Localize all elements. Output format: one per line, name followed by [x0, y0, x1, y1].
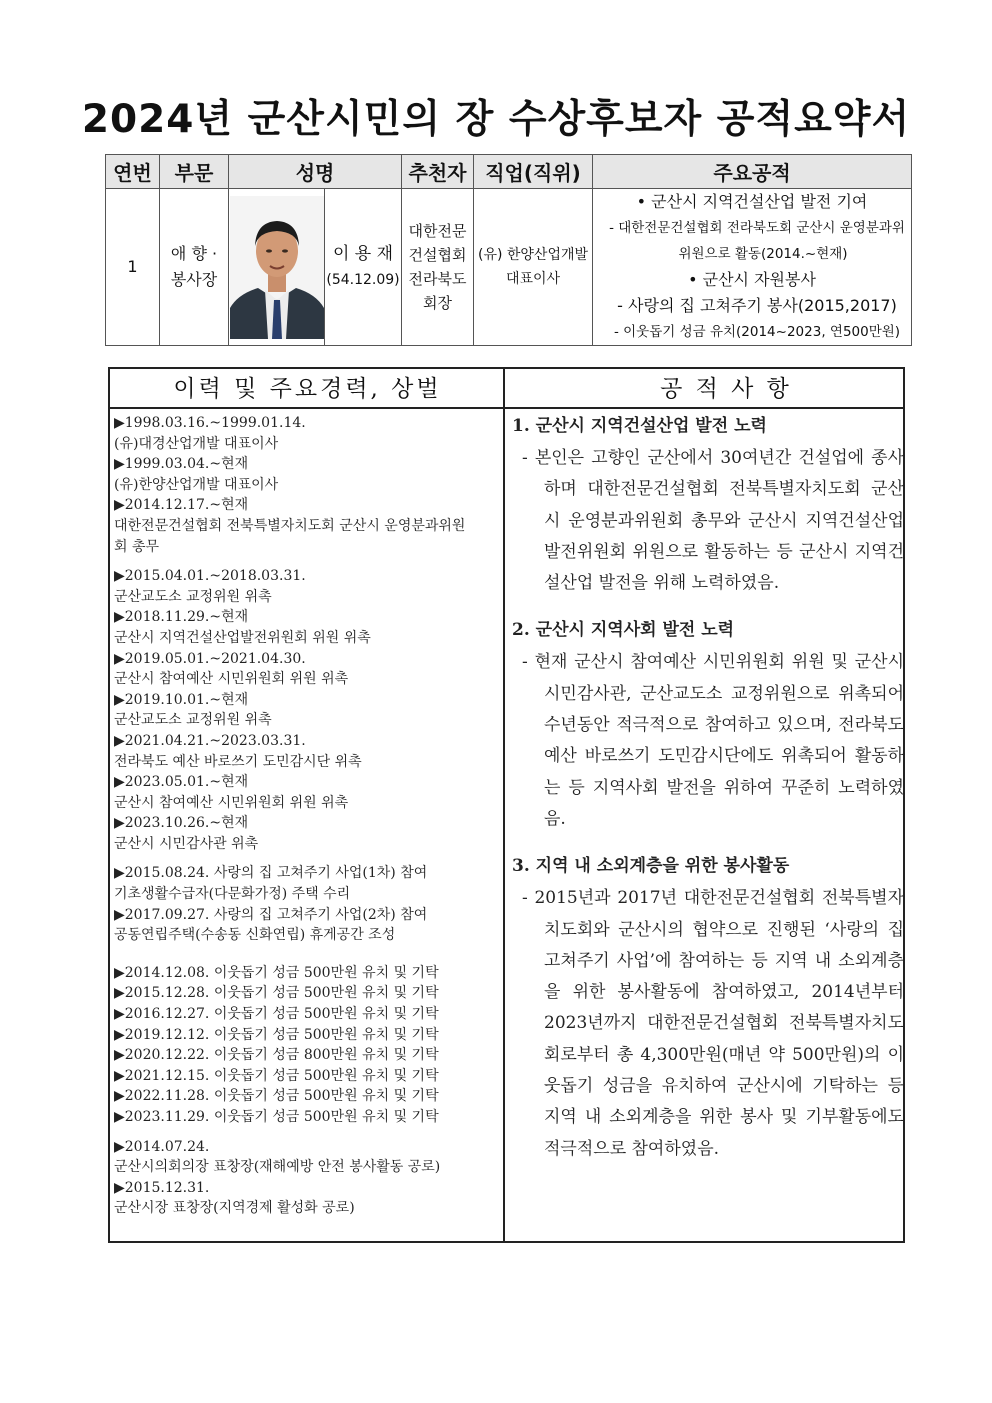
- cell-name: [325, 189, 402, 346]
- cell-job: [474, 189, 593, 346]
- history-entry: ▶1999.03.04.~현재: [114, 456, 249, 473]
- achievement-detail: - 이웃돕기 성금 유치(2014~2023, 연500만원): [613, 324, 901, 340]
- volunteer-group: [114, 863, 500, 945]
- cell-category: [160, 189, 229, 346]
- history-entry: 군산시 시민감사관 위촉: [114, 835, 259, 852]
- cell-no: 1: [106, 189, 160, 346]
- history-entry: ▶2014.12.08. 이웃돕기 성금 500만원 유치 및 기탁: [114, 964, 439, 981]
- history-entry: 군산시 참여예산 시민위원회 위원 위촉: [114, 794, 349, 811]
- merits-list: [512, 413, 904, 1183]
- header-no: 연번: [106, 155, 160, 189]
- history-entry: ▶2021.12.15. 이웃돕기 성금 500만원 유치 및 기탁: [114, 1067, 439, 1084]
- recommender-line: 대한전문: [408, 222, 467, 240]
- history-entry: 기초생활수급자(다문화가정) 주택 수리: [114, 886, 351, 903]
- history-entry: ▶2015.12.28. 이웃돕기 성금 500만원 유치 및 기탁: [114, 985, 439, 1002]
- history-entry: ▶1998.03.16.~1999.01.14.: [114, 415, 306, 431]
- achievement-detail: 위원으로 활동(2014.~현재): [678, 246, 848, 262]
- achievement-detail: - 사랑의 집 고쳐주기 봉사(2015,2017): [617, 296, 897, 315]
- recommender-line: 전라북도: [408, 270, 467, 288]
- history-entry: 대한전문건설협회 전북특별자치도회 군산시 운영분과위원: [114, 517, 466, 534]
- cell-photo: [229, 189, 325, 346]
- history-entry: ▶2019.10.01.~현재: [114, 691, 249, 708]
- history-entry: ▶2017.09.27. 사랑의 집 고쳐주기 사업(2차) 참여: [114, 906, 428, 923]
- history-entry: ▶2023.10.26.~현재: [114, 815, 249, 832]
- merit-heading: 1. 군산시 지역건설산업 발전 노력: [512, 416, 767, 436]
- detail-box: [108, 367, 905, 1243]
- achievement-bullet: • 군산시 지역건설산업 발전 기여: [636, 192, 868, 211]
- history-entry: 군산시장 표창장(지역경제 활성화 공로): [114, 1200, 355, 1217]
- page-title: 2024년 군산시민의 장 수상후보자 공적요약서: [81, 97, 911, 142]
- header-achievements: 주요공적: [593, 155, 912, 189]
- job-line: (유) 한양산업개발: [477, 247, 589, 263]
- nominee-name: 이 용 재: [332, 244, 394, 264]
- history-entry: ▶2022.11.28. 이웃돕기 성금 500만원 유치 및 기탁: [114, 1088, 439, 1105]
- category-line: 애 향 ·: [170, 244, 218, 263]
- history-entry: 전라북도 예산 바로쓰기 도민감시단 위촉: [114, 753, 362, 770]
- column-divider: [503, 369, 505, 1241]
- merit-section: [512, 853, 904, 1165]
- history-entry: ▶2014.12.17.~현재: [114, 497, 249, 514]
- merit-body: - 2015년과 2017년 대한전문건설협회 전북특별자치도회와 군산시의 협약으로 진행된 ‘사랑의 집 고쳐주기 사업’에 참여하는 등 지역 내 소외계층을 위한 봉사활동에 참여하였고, 2014년부터 2023년까지 대한전문건설협회 전북특별자치도회로부터 총 4,300만원(매년 약 500만원)의 이웃돕기 성금을 유치하여 군산시에 기탁하는 등 지역 내 소외계층을 위한 봉사 및 기부활동에도 적극적으로 참여하였음.: [522, 888, 904, 1159]
- header-recommender: 추천자: [402, 155, 474, 189]
- header-name: 성명: [229, 155, 402, 189]
- achievement-bullet: • 군산시 자원봉사: [688, 270, 816, 289]
- cell-recommender: [402, 189, 474, 346]
- nominee-birthdate: (54.12.09): [326, 272, 400, 288]
- history-entry: ▶2015.12.31.: [114, 1179, 210, 1196]
- merit-body: - 본인은 고향인 군산에서 30여년간 건설업에 종사하며 대한전문건설협회 전북특별자치도회 군산시 운영분과위원회 총무와 군산시 지역건설산업발전위원회 위원으로 활동하는 등 군산시 지역건설산업 발전을 위해 노력하였음.: [522, 448, 904, 594]
- history-entry: ▶2023.11.29. 이웃돕기 성금 500만원 유치 및 기탁: [114, 1109, 439, 1125]
- history-entry: ▶2014.07.24.: [114, 1138, 210, 1155]
- history-entry: (유)대경산업개발 대표이사: [114, 435, 279, 452]
- history-entry: 군산교도소 교정위원 위촉: [114, 712, 272, 729]
- history-entry: 회 총무: [114, 538, 160, 555]
- history-entry: ▶2016.12.27. 이웃돕기 성금 500만원 유치 및 기탁: [114, 1006, 439, 1023]
- history-entry: 군산시의회의장 표창장(재해예방 안전 봉사활동 공로): [114, 1159, 441, 1176]
- history-entry: ▶2015.04.01.~2018.03.31.: [114, 568, 306, 585]
- history-entry: ▶2019.12.12. 이웃돕기 성금 500만원 유치 및 기탁: [114, 1026, 439, 1043]
- history-entry: (유)한양산업개발 대표이사: [114, 476, 279, 493]
- career-section-header: 이력 및 주요경력, 상벌: [110, 369, 505, 409]
- merit-section: [512, 617, 904, 835]
- history-entry: ▶2020.12.22. 이웃돕기 성금 800만원 유치 및 기탁: [114, 1047, 439, 1064]
- merit-section: [512, 413, 904, 599]
- history-entry: 군산시 지역건설산업발전위원회 위원 위촉: [114, 629, 371, 646]
- history-entry: ▶2015.08.24. 사랑의 집 고쳐주기 사업(1차) 참여: [114, 865, 428, 882]
- job-line: 대표이사: [505, 271, 561, 287]
- history-entry: ▶2023.05.01.~현재: [114, 774, 249, 791]
- achievement-detail: - 대한전문건설협회 전라북도회 군산시 운영분과위: [609, 220, 905, 236]
- nominee-portrait-photo: [230, 196, 324, 339]
- merit-heading: 2. 군산시 지역사회 발전 노력: [512, 620, 735, 641]
- header-job: 직업(직위): [474, 155, 593, 189]
- career-group: [114, 413, 500, 557]
- cell-achievements: [593, 189, 912, 346]
- nominee-summary-table: [105, 154, 912, 346]
- history-entry: 공동연립주택(수송동 신화연립) 휴게공간 조성: [114, 927, 396, 944]
- career-list: [114, 413, 500, 1219]
- history-entry: 군산교도소 교정위원 위촉: [114, 588, 272, 605]
- history-entry: 군산시 참여예산 시민위원회 위원 위촉: [114, 671, 349, 688]
- recommender-line: 건설협회: [408, 246, 467, 264]
- merits-section-header: 공 적 사 항: [505, 369, 903, 409]
- recommender-line: 회장: [423, 294, 452, 312]
- category-line: 봉사장: [170, 270, 218, 289]
- donation-group: [114, 963, 500, 1128]
- merit-heading: 3. 지역 내 소외계층을 위한 봉사활동: [512, 856, 790, 877]
- history-entry: ▶2021.04.21.~2023.03.31.: [114, 732, 306, 749]
- history-entry: ▶2018.11.29.~현재: [114, 609, 249, 626]
- committee-group: [114, 566, 500, 854]
- table-row: [106, 189, 912, 346]
- header-category: 부문: [160, 155, 229, 189]
- table-header-row: [106, 155, 912, 189]
- history-entry: ▶2019.05.01.~2021.04.30.: [114, 650, 306, 667]
- merit-body: - 현재 군산시 참여예산 시민위원회 위원 및 군산시 시민감사관, 군산교도소 교정위원으로 위촉되어 수년동안 적극적으로 참여하고 있으며, 전라북도 예산 바로쓰기 도민감시단에도 위촉되어 활동하는 등 지역사회 발전을 위하여 꾸준히 노력하였음.: [522, 652, 904, 829]
- award-group: [114, 1137, 500, 1219]
